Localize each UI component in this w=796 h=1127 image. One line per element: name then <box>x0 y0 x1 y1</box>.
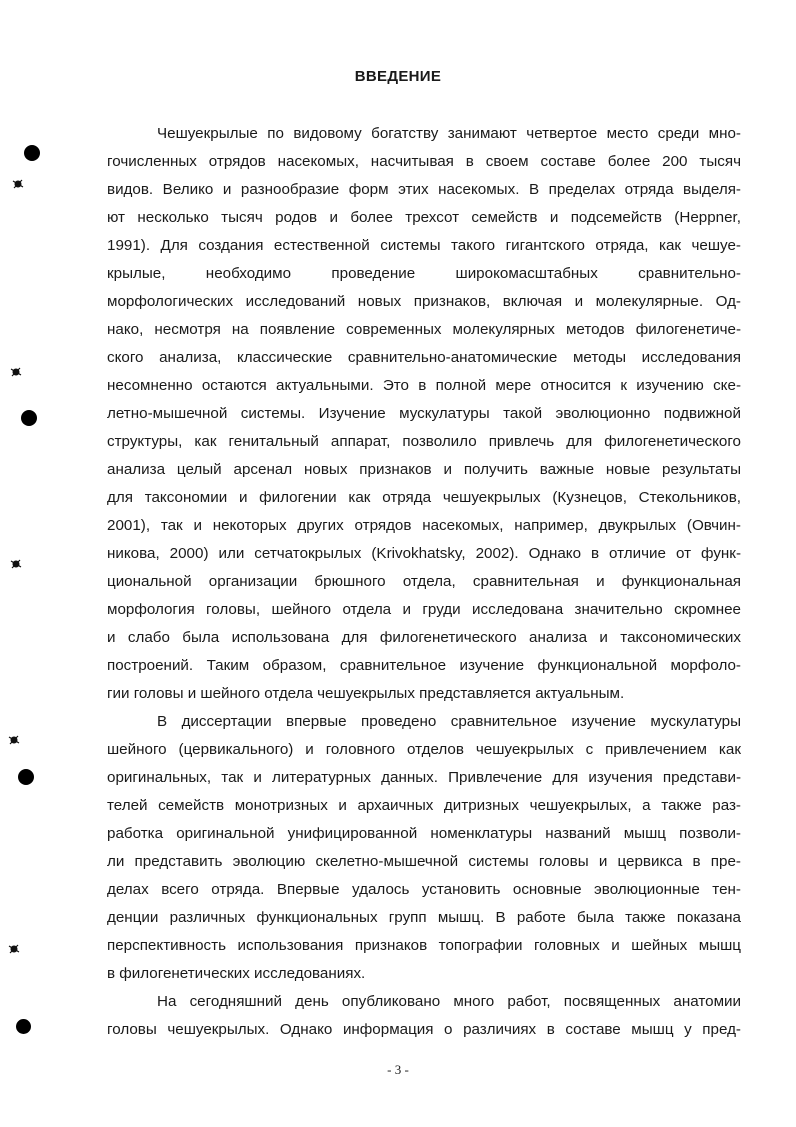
text-line: видов. Велико и разнообразие форм этих насекомых. В пределах отряда выделя- <box>107 181 741 198</box>
text-line: морфология головы, шейного отдела и груди исследована значительно скромнее <box>107 601 741 618</box>
punch-hole <box>21 410 37 426</box>
text-line: и слабо была использована для филогенетического анализа и таксономических <box>107 629 741 646</box>
scan-speck <box>8 556 24 572</box>
text-line: для таксономии и филогении как отряда чешуекрылых (Кузнецов, Стекольников, <box>107 489 741 506</box>
text-line: летно-мышечной системы. Изучение мускулатуры такой эволюционно подвижной <box>107 405 741 422</box>
text-line: телей семейств монотризных и архаичных дитризных чешуекрылых, а также раз- <box>107 797 741 814</box>
text-line: Чешуекрылые по видовому богатству занимают четвертое место среди мно- <box>157 125 741 142</box>
text-line: денции различных функциональных групп мышц. В работе была также показана <box>107 909 741 926</box>
text-line: анализа целый арсенал новых признаков и получить важные новые результаты <box>107 461 741 478</box>
text-line: оригинальных, так и литературных данных. Привлечение для изучения представи- <box>107 769 741 786</box>
text-line: несомненно остаются актуальными. Это в полной мере относится к изучению ске- <box>107 377 741 394</box>
text-line: структуры, как генитальный аппарат, позволило привлечь для филогенетического <box>107 433 741 450</box>
scan-speck <box>6 732 22 748</box>
text-line: гии головы и шейного отдела чешуекрылых представляется актуальным. <box>107 685 625 702</box>
page-title: ВВЕДЕНИЕ <box>354 68 442 85</box>
text-line: шейного (цервикального) и головного отделов чешуекрылых с привлечением как <box>107 741 741 758</box>
text-line: работка оригинальной унифицированной номенклатуры названий мышц позволи- <box>107 825 741 842</box>
punch-hole <box>24 145 40 161</box>
text-line: делах всего отряда. Впервые удалось установить основные эволюционные тен- <box>107 881 741 898</box>
text-line: построений. Таким образом, сравнительное изучение функциональной морфоло- <box>107 657 741 674</box>
text-line: никова, 2000) или сетчатокрылых (Krivokhatsky, 2002). Однако в отличие от функ- <box>107 545 741 562</box>
text-line: ли представить эволюцию скелетно-мышечной системы головы и цервикса в пре- <box>107 853 741 870</box>
text-line: В диссертации впервые проведено сравнительное изучение мускулатуры <box>157 713 741 730</box>
text-line: 1991). Для создания естественной системы такого гигантского отряда, как чешуе- <box>107 237 741 254</box>
text-line: циональной организации брюшного отдела, сравнительная и функциональная <box>107 573 741 590</box>
text-line: ского анализа, классические сравнительно-анатомические методы исследования <box>107 349 741 366</box>
scan-speck <box>10 176 26 192</box>
text-line: головы чешуекрылых. Однако информация о различиях в составе мышц у пред- <box>107 1021 741 1038</box>
text-line: ют несколько тысяч родов и более трехсот семейств и подсемейств (Heppner, <box>107 209 741 226</box>
page-number: - 3 - <box>387 1062 409 1077</box>
scan-speck <box>8 364 24 380</box>
text-line: перспективность использования признаков топографии головных и шейных мышц <box>107 937 741 954</box>
text-line: нако, несмотря на появление современных молекулярных методов филогенетиче- <box>107 321 741 338</box>
text-line: морфологических исследований новых признаков, включая и молекулярные. Од- <box>107 293 741 310</box>
text-line: в филогенетических исследованиях. <box>107 965 366 982</box>
text-line: крылые, необходимо проведение широкомасштабных сравнительно- <box>107 265 741 282</box>
text-line: гочисленных отрядов насекомых, насчитывая в своем составе более 200 тысяч <box>107 153 741 170</box>
text-line: На сегодняшний день опубликовано много работ, посвященных анатомии <box>157 993 741 1010</box>
scan-speck <box>6 941 22 957</box>
punch-hole <box>18 769 34 785</box>
punch-hole <box>16 1019 31 1034</box>
text-line: 2001), так и некоторых других отрядов насекомых, например, двукрылых (Овчин- <box>107 517 741 534</box>
